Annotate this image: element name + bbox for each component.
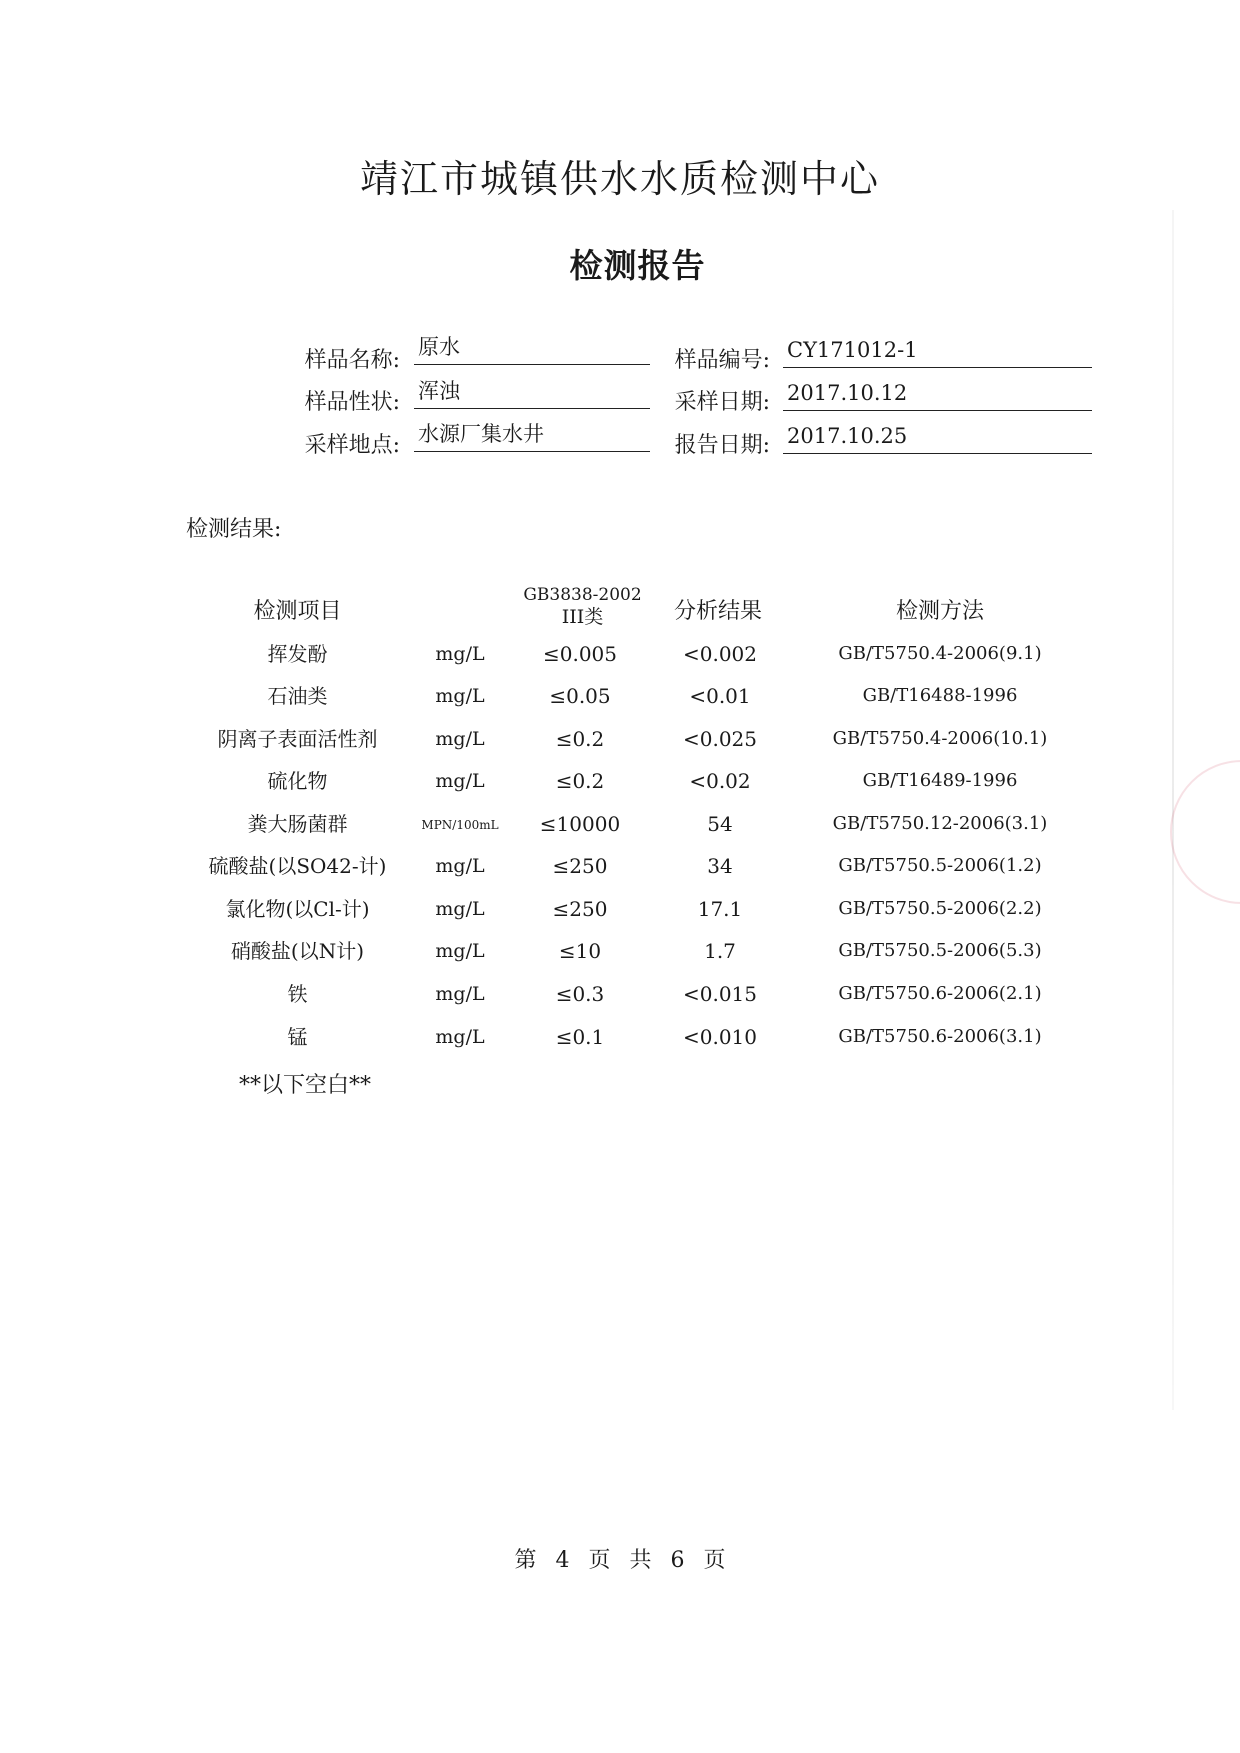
sample-no-label: 样品编号: (674, 348, 770, 373)
row-item: 铁 (287, 982, 308, 1006)
row-unit: mg/L (435, 685, 485, 707)
header-standard (515, 584, 650, 628)
row-item: 锰 (287, 1025, 308, 1049)
row-item: 硫化物 (267, 769, 328, 793)
header-result: 分析结果 (673, 599, 762, 624)
sampling-site-label: 采样地点: (304, 433, 400, 458)
row-method: GB/T5750.5-2006(1.2) (838, 855, 1042, 876)
row-item: 石油类 (267, 684, 328, 708)
row-item: 氯化物(以Cl-计) (225, 897, 370, 921)
row-unit: mg/L (435, 728, 485, 750)
row-unit: mg/L (435, 770, 485, 792)
row-result: 1.7 (704, 939, 736, 963)
sampling-site-value: 水源厂集水井 (414, 420, 650, 452)
row-method: GB/T16489-1996 (862, 770, 1018, 791)
row-unit: mg/L (435, 940, 485, 962)
row-unit: mg/L (435, 898, 485, 920)
row-result: <0.002 (682, 642, 757, 666)
row-result: <0.025 (682, 727, 757, 751)
row-limit: ≤0.1 (555, 1025, 605, 1049)
row-result: <0.01 (689, 684, 751, 708)
organization-title: 靖江市城镇供水水质检测中心 (359, 157, 880, 201)
row-method: GB/T5750.6-2006(2.1) (838, 983, 1042, 1004)
row-unit: mg/L (435, 855, 485, 877)
sample-state-label: 样品性状: (304, 390, 400, 415)
row-result: <0.015 (682, 982, 757, 1006)
header-standard-line2: III类 (561, 606, 604, 628)
sampling-date-label: 采样日期: (674, 390, 770, 415)
row-method: GB/T5750.6-2006(3.1) (838, 1026, 1042, 1047)
row-limit: ≤10 (558, 939, 602, 963)
document-title: 检测报告 (569, 246, 706, 285)
seal-stamp-fragment (1170, 760, 1240, 904)
sampling-date-value: 2017.10.12 (783, 379, 1092, 411)
row-limit: ≤10000 (539, 812, 621, 836)
report-date-value: 2017.10.25 (783, 422, 1092, 454)
row-method: GB/T16488-1996 (862, 685, 1018, 706)
row-method: GB/T5750.5-2006(5.3) (838, 940, 1042, 961)
row-unit: mg/L (435, 643, 485, 665)
sample-no-value: CY171012-1 (783, 336, 1092, 368)
row-result: 34 (707, 854, 733, 878)
row-method: GB/T5750.4-2006(9.1) (838, 643, 1042, 664)
header-standard-line1: GB3838-2002 (523, 585, 642, 605)
row-item: 阴离子表面活性剂 (217, 727, 378, 751)
row-method: GB/T5750.5-2006(2.2) (838, 898, 1042, 919)
header-item: 检测项目 (253, 599, 342, 624)
sample-state-value: 浑浊 (414, 377, 650, 409)
row-result: <0.02 (689, 769, 751, 793)
sample-name-label: 样品名称: (304, 348, 400, 373)
results-section-label: 检测结果: (186, 517, 282, 542)
row-limit: ≤0.005 (542, 642, 617, 666)
row-method: GB/T5750.4-2006(10.1) (832, 728, 1048, 749)
row-method: GB/T5750.12-2006(3.1) (832, 813, 1048, 834)
row-item: 硫酸盐(以SO42-计) (208, 854, 387, 878)
row-item: 硝酸盐(以N计) (230, 939, 365, 963)
header-method: 检测方法 (895, 599, 984, 624)
row-limit: ≤0.2 (555, 769, 605, 793)
row-result: 54 (707, 812, 733, 836)
row-limit: ≤0.2 (555, 727, 605, 751)
row-item: 粪大肠菌群 (247, 812, 348, 836)
page-number: 第 4 页 共 6 页 (514, 1548, 726, 1573)
blank-below-mark: **以下空白** (238, 1073, 371, 1098)
report-date-label: 报告日期: (674, 433, 770, 458)
row-unit: mg/L (435, 1026, 485, 1048)
row-limit: ≤250 (552, 897, 608, 921)
sample-name-value: 原水 (414, 333, 650, 365)
row-unit: MPN/100mL (421, 818, 499, 832)
row-unit: mg/L (435, 983, 485, 1005)
row-item: 挥发酚 (267, 642, 328, 666)
row-limit: ≤0.05 (549, 684, 611, 708)
row-result: <0.010 (682, 1025, 757, 1049)
row-limit: ≤250 (552, 854, 608, 878)
row-result: 17.1 (697, 897, 743, 921)
row-limit: ≤0.3 (555, 982, 605, 1006)
